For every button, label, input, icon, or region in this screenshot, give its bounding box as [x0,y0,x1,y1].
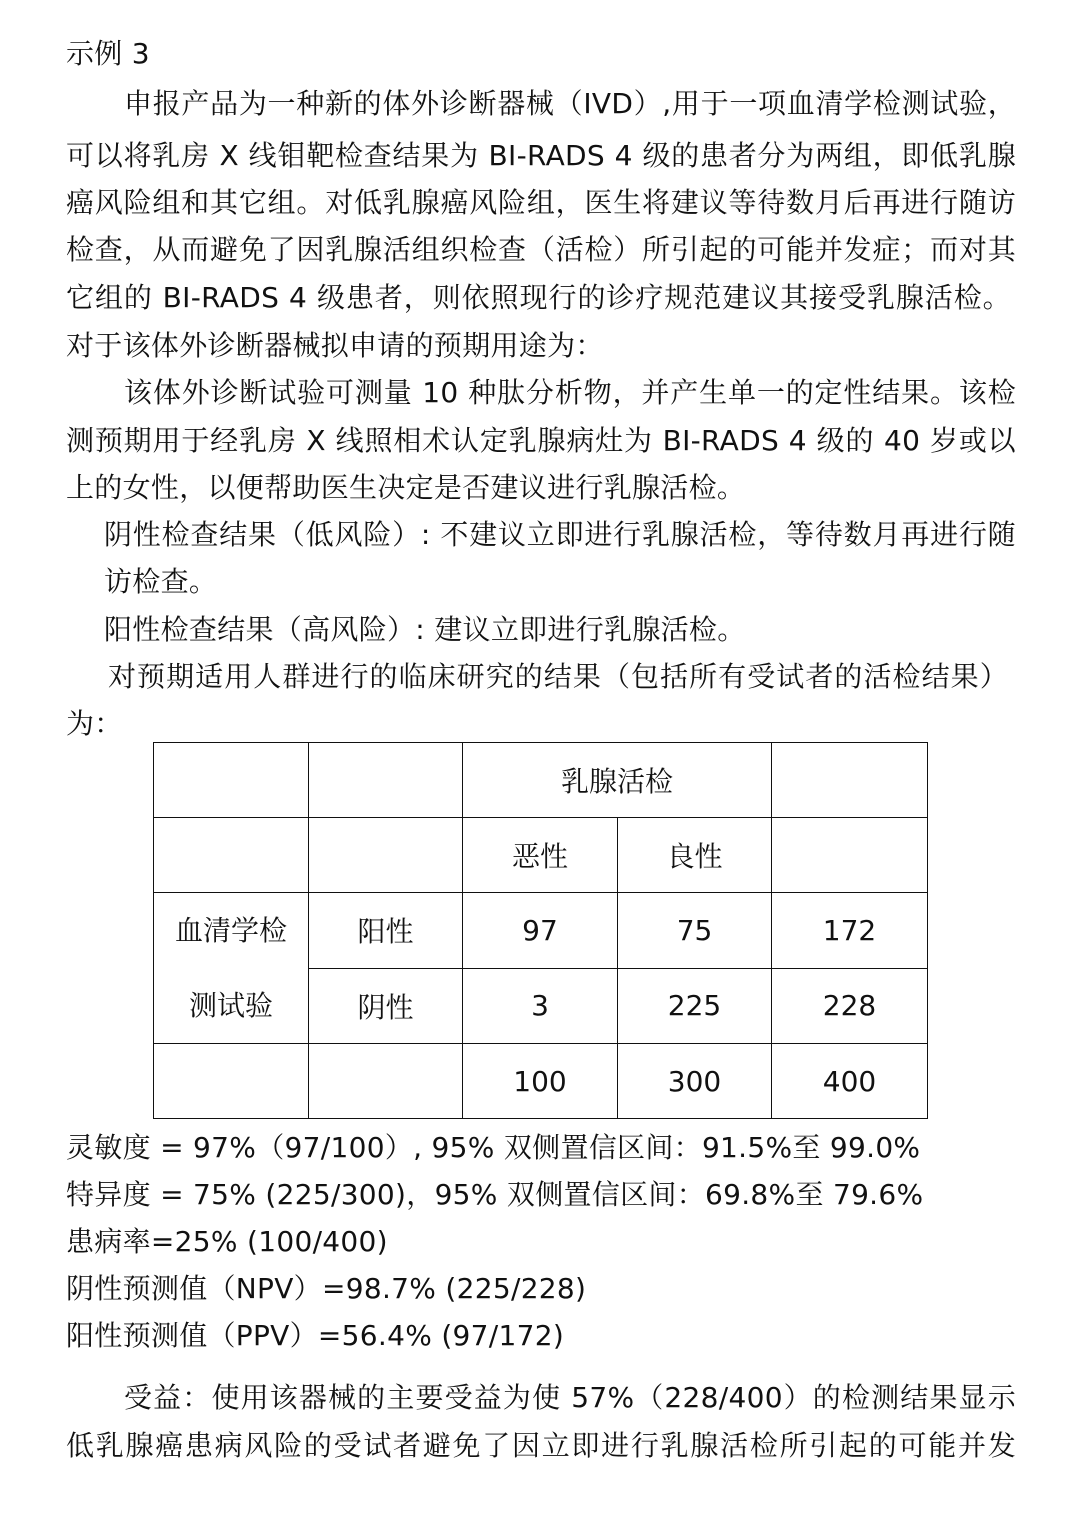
intro-line-2: 可以将乳房 X 线钼靶检查结果为 BI-RADS 4 级的患者分为两组，即低乳腺 [66,139,1016,172]
study-line-2: 为： [66,707,123,740]
serology-test-label [154,893,309,1044]
grand-total-count: 400 [772,1044,928,1119]
positive-malignant-count: 97 [463,893,618,969]
benign-header: 良性 [618,818,772,893]
serology-test-label-line-2: 测试验 [188,989,273,1022]
table-cell-empty [772,743,928,818]
positive-row-label: 阳性 [309,893,463,969]
positive-benign-count: 75 [618,893,772,969]
ppv-line: 阳性预测值（PPV）=56.4% (97/172) [66,1319,565,1352]
sensitivity-line: 灵敏度 = 97%（97/100）, 95% 双侧置信区间：91.5%至 99.0% [66,1131,921,1164]
npv-line: 阴性预测值（NPV）=98.7% (225/228) [66,1272,587,1305]
negative-total-count: 228 [772,968,928,1044]
intro-line-6: 对于该体外诊断器械拟申请的预期用途为： [66,329,604,362]
table-cell-empty [309,818,463,893]
table-cell-empty [772,818,928,893]
intro-line-4: 检查，从而避免了因乳腺活组织检查（活检）所引起的可能并发症；而对其 [66,233,1016,266]
example-title: 示例 3 [66,37,150,70]
use-line-2: 测预期用于经乳房 X 线照相术认定乳腺病灶为 BI-RADS 4 级的 40 岁或以 [66,424,1016,457]
table-cell-empty [309,743,463,818]
malignant-header: 恶性 [463,818,618,893]
use-line-3: 上的女性，以便帮助医生决定是否建议进行乳腺活检。 [66,471,746,504]
results-table [153,742,928,1119]
benefit-line-1: 受益：使用该器械的主要受益为使 57%（228/400）的检测结果显示 [124,1381,1016,1414]
total-benign-count: 300 [618,1044,772,1119]
intro-line-5: 它组的 BI-RADS 4 级患者，则依照现行的诊疗规范建议其接受乳腺活检。 [66,281,1011,314]
positive-total-count: 172 [772,893,928,969]
negative-result-line-1: 阴性检查结果（低风险）: 不建议立即进行乳腺活检，等待数月再进行随 [104,518,1016,551]
positive-result-line: 阳性检查结果（高风险）: 建议立即进行乳腺活检。 [104,613,746,646]
total-malignant-count: 100 [463,1044,618,1119]
intro-line-1: 申报产品为一种新的体外诊断器械（IVD）,用于一项血清学检测试验， [124,87,1016,120]
study-line-1: 对预期适用人群进行的临床研究的结果（包括所有受试者的活检结果） [108,660,1008,693]
table-header-row [154,743,928,818]
table-cell-empty [154,1044,309,1119]
intro-line-3: 癌风险组和其它组。对低乳腺癌风险组，医生将建议等待数月后再进行随访 [66,186,1016,219]
use-line-1: 该体外诊断试验可测量 10 种肽分析物，并产生单一的定性结果。该检 [124,376,1016,409]
benefit-line-2: 低乳腺癌患病风险的受试者避免了因立即进行乳腺活检所引起的可能并发 [66,1429,1016,1462]
table-total-row [154,1044,928,1119]
negative-result-line-2: 访检查。 [104,565,218,598]
serology-test-label-line-1: 血清学检 [174,914,287,947]
table-cell-empty [154,743,309,818]
table-cell-empty [309,1044,463,1119]
table-subheader-row [154,818,928,893]
prevalence-line: 患病率=25% (100/400) [66,1225,388,1258]
biopsy-header: 乳腺活检 [463,743,772,818]
negative-malignant-count: 3 [463,968,618,1044]
table-cell-empty [154,818,309,893]
negative-benign-count: 225 [618,968,772,1044]
negative-row-label: 阴性 [309,968,463,1044]
table-row [154,893,928,969]
specificity-line: 特异度 = 75% (225/300)，95% 双侧置信区间：69.8%至 79.6% [66,1178,924,1211]
